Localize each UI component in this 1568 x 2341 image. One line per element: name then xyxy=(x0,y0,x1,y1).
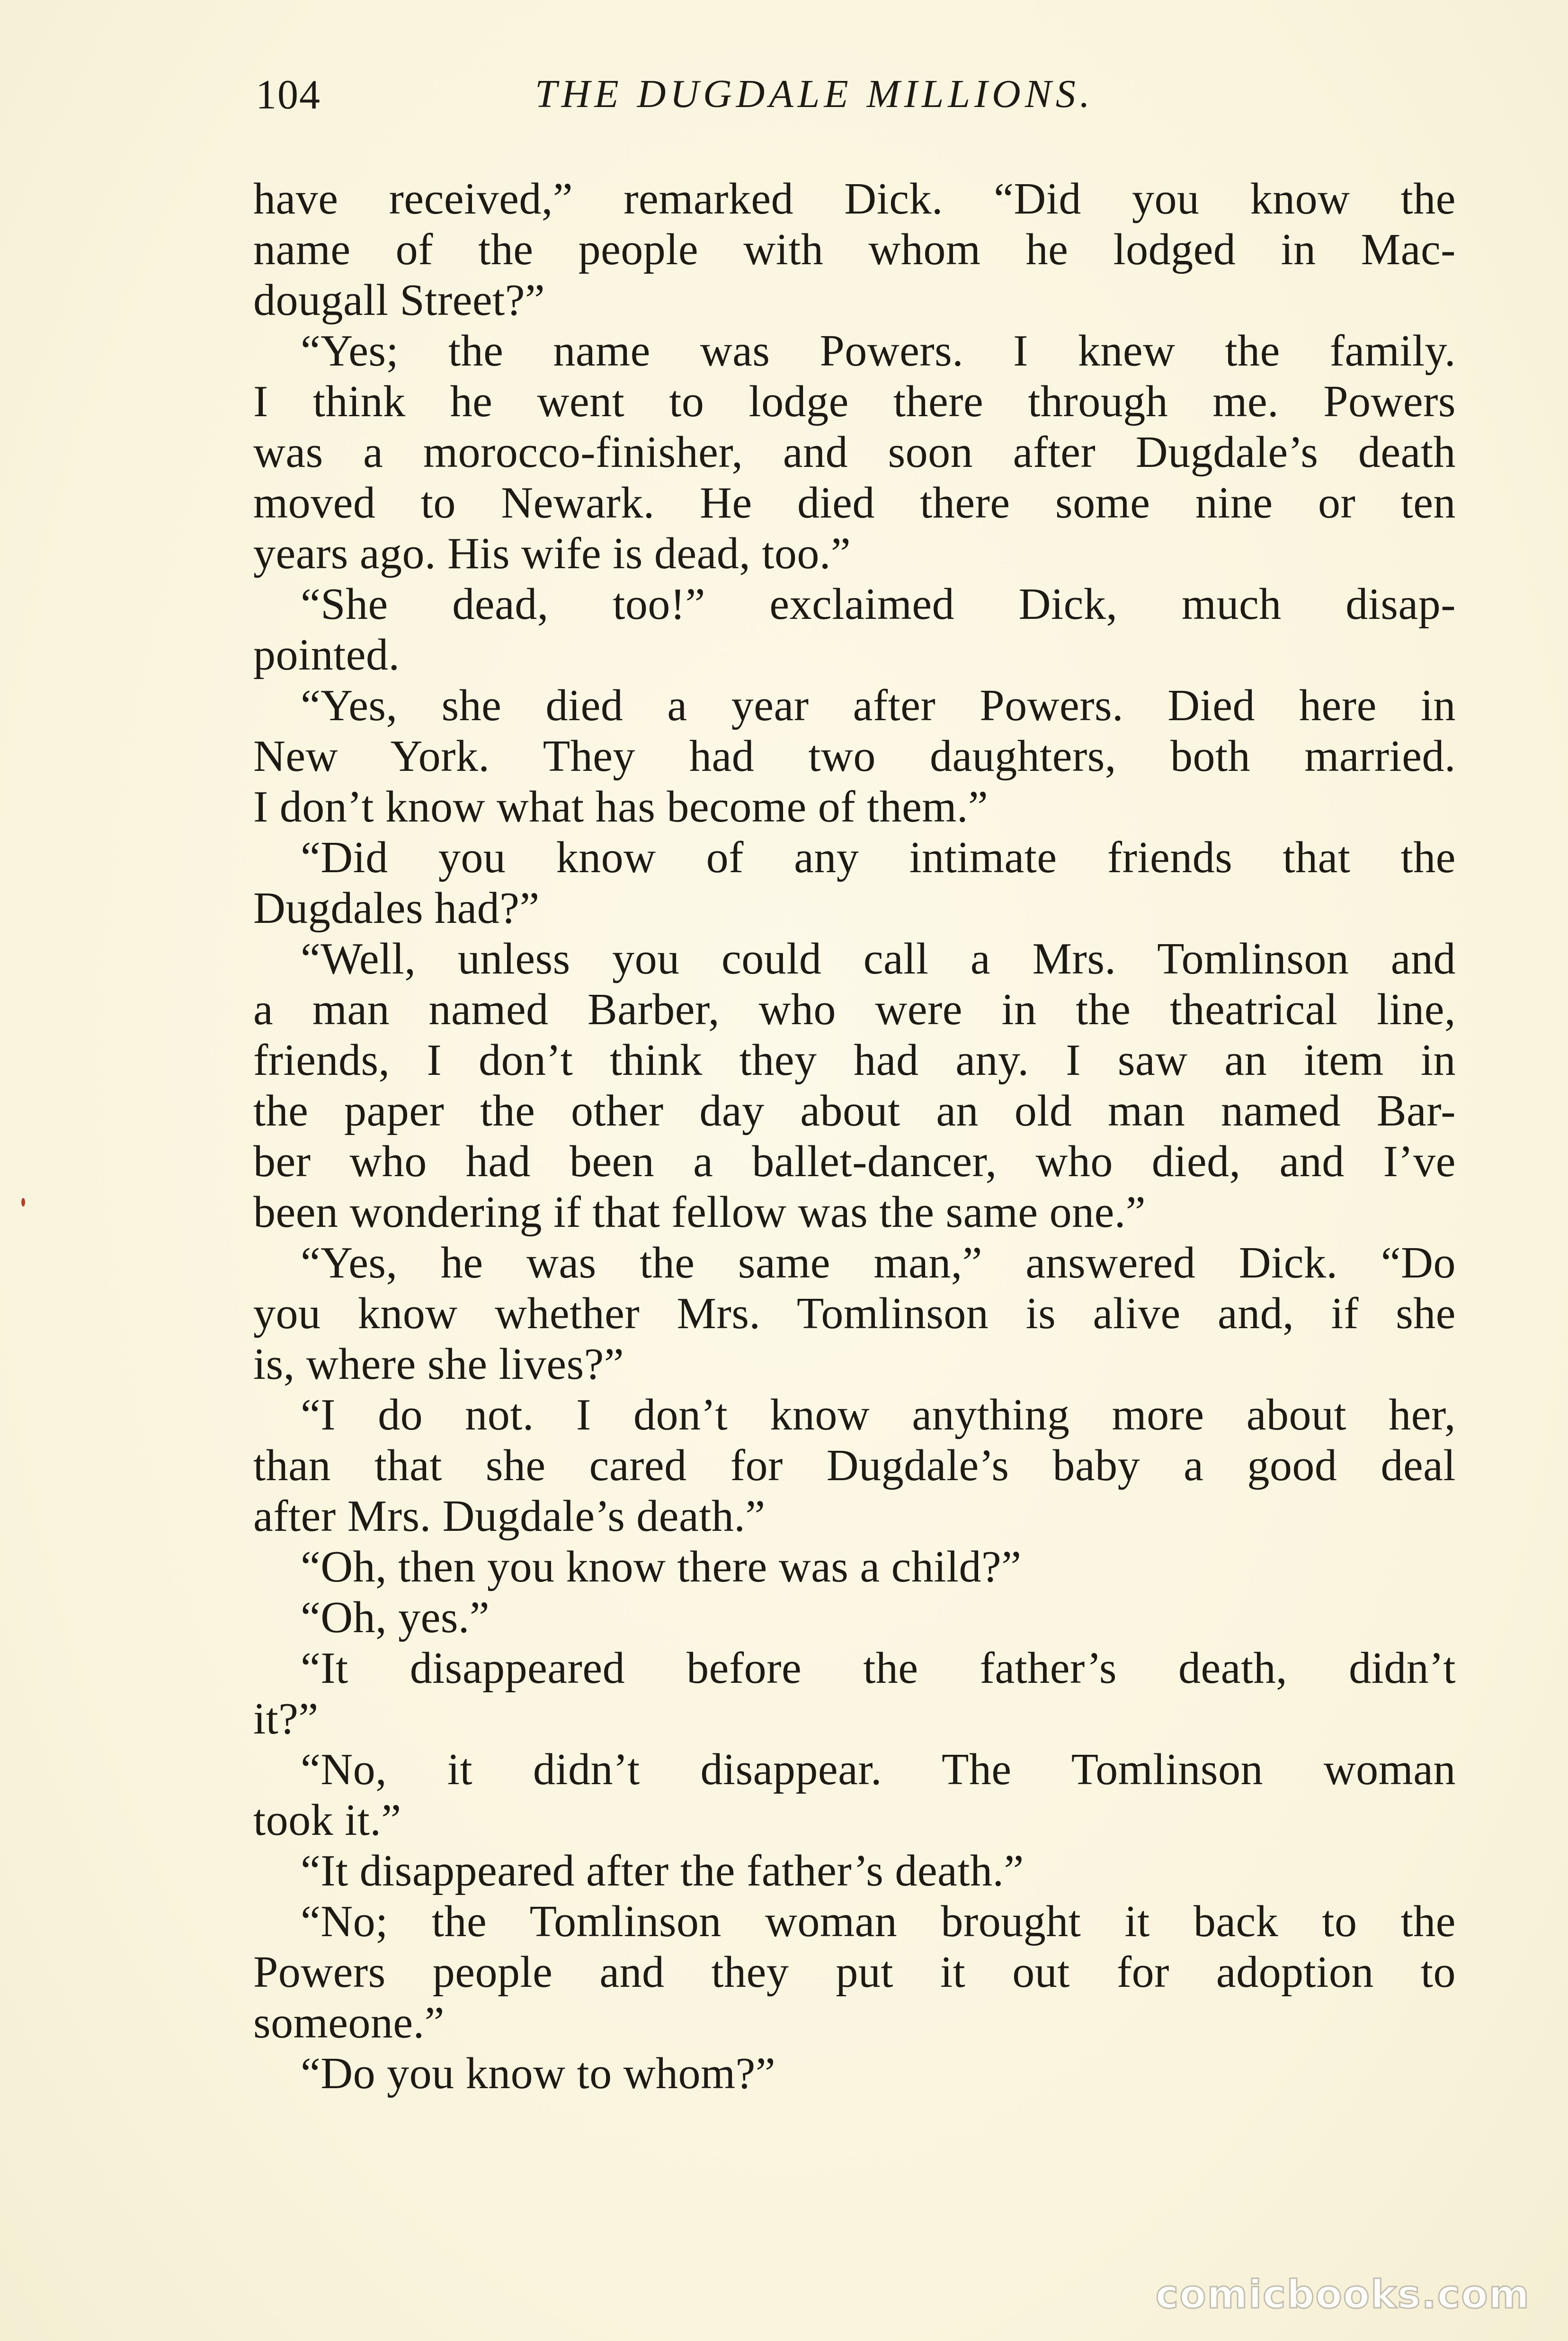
text-line: friends, I don’t think they had any. I saw an item in xyxy=(253,1036,1456,1085)
text-line: “Oh, yes.” xyxy=(301,1593,490,1642)
text-line: “It disappeared before the father’s death, didn’t xyxy=(301,1644,1456,1693)
watermark-logo: comicbooks.com xyxy=(1155,2272,1530,2317)
text-line: after Mrs. Dugdale’s death.” xyxy=(253,1492,766,1541)
page-number: 104 xyxy=(256,72,321,118)
text-line: dougall Street?” xyxy=(253,276,545,325)
text-line: than that she cared for Dugdale’s baby a good deal xyxy=(253,1441,1456,1490)
text-line: you know whether Mrs. Tomlinson is alive and, if she xyxy=(253,1289,1456,1338)
text-line: “Oh, then you know there was a child?” xyxy=(301,1542,1022,1591)
text-line: took it.” xyxy=(253,1796,401,1845)
text-line: I think he went to lodge there through me. Powers xyxy=(253,377,1456,426)
text-line: been wondering if that fellow was the same one.” xyxy=(253,1188,1146,1237)
text-line: moved to Newark. He died there some nine or ten xyxy=(253,478,1456,527)
text-line: Dugdales had?” xyxy=(253,884,540,933)
text-line: “Do you know to whom?” xyxy=(301,2049,776,2098)
text-line: “No, it didn’t disappear. The Tomlinson woman xyxy=(301,1745,1456,1794)
text-line: “It disappeared after the father’s death.” xyxy=(301,1846,1024,1895)
running-title: THE DUGDALE MILLIONS. xyxy=(535,72,1094,116)
text-line: is, where she lives?” xyxy=(253,1340,624,1389)
text-line: I don’t know what has become of them.” xyxy=(253,782,989,831)
text-line: Powers people and they put it out for adoption to xyxy=(253,1948,1456,1997)
text-line: have received,” remarked Dick. “Did you know the xyxy=(253,174,1456,223)
running-head xyxy=(251,71,1453,128)
text-line: was a morocco-finisher, and soon after Dugdale’s death xyxy=(253,428,1456,477)
text-line: “Yes; the name was Powers. I knew the family. xyxy=(301,326,1456,375)
text-line: “Yes, he was the same man,” answered Dick. “Do xyxy=(301,1238,1456,1287)
text-line: ber who had been a ballet-dancer, who died, and I’ve xyxy=(253,1137,1456,1186)
text-line: years ago. His wife is dead, too.” xyxy=(253,529,851,578)
text-line: a man named Barber, who were in the theatrical line, xyxy=(253,985,1456,1034)
text-line: pointed. xyxy=(253,630,400,679)
text-line: “I do not. I don’t know anything more about her, xyxy=(301,1390,1456,1439)
text-line: “No; the Tomlinson woman brought it back to the xyxy=(301,1897,1456,1946)
text-line: New York. They had two daughters, both married. xyxy=(253,732,1456,781)
ink-speck xyxy=(21,1198,25,1206)
text-line: someone.” xyxy=(253,1998,445,2047)
text-line: “Did you know of any intimate friends that the xyxy=(301,833,1456,882)
text-line: “She dead, too!” exclaimed Dick, much disap- xyxy=(301,580,1456,629)
text-line: it?” xyxy=(253,1694,319,1743)
text-line: the paper the other day about an old man named Bar- xyxy=(253,1086,1456,1135)
text-line: “Well, unless you could call a Mrs. Tomlinson and xyxy=(301,934,1456,983)
text-line: name of the people with whom he lodged in Mac- xyxy=(253,225,1456,274)
body-text xyxy=(253,174,1456,2099)
text-line: “Yes, she died a year after Powers. Died here in xyxy=(301,681,1456,730)
